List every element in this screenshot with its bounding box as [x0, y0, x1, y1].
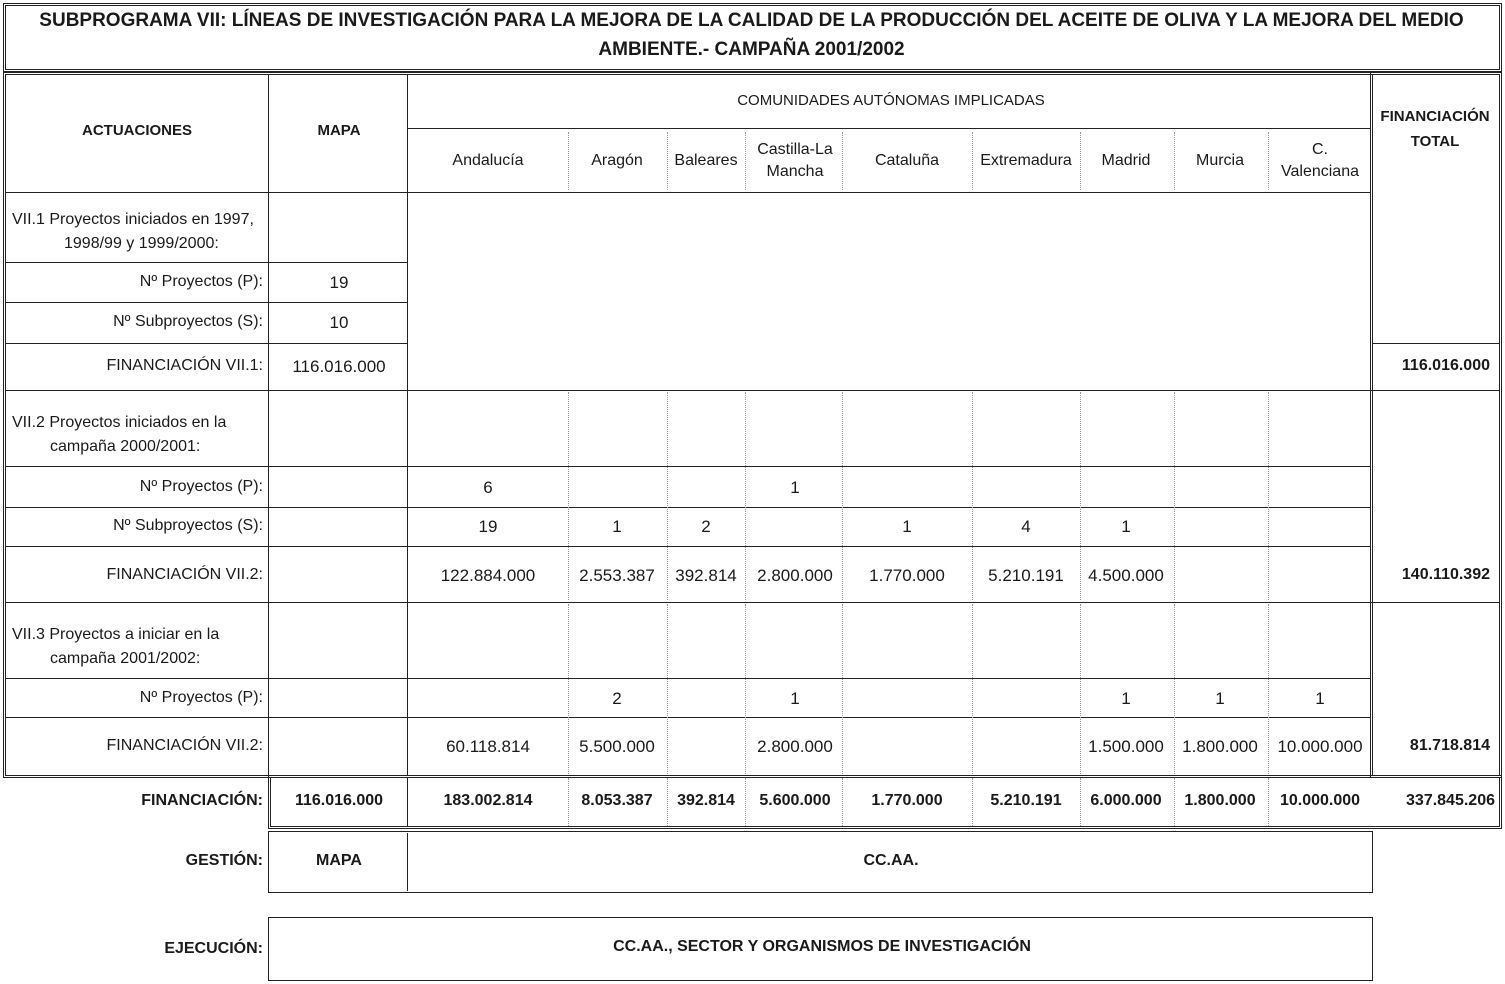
region-value: 1 [1121, 689, 1131, 708]
gestion-mapa: MAPA [316, 852, 362, 869]
grid-line [1372, 343, 1500, 344]
section-label: VII.1 Proyectos iniciados en 1997, [12, 211, 254, 228]
grid-line [1174, 392, 1175, 600]
grid-line [5, 302, 408, 303]
grid-line [1080, 778, 1081, 826]
row-label: Nº Subproyectos (S): [113, 313, 263, 330]
ejecucion-value: CC.AA., SECTOR Y ORGANISMOS DE INVESTIGACIÓN [613, 938, 1031, 955]
grid-line [1268, 392, 1269, 600]
region-value: 1.770.000 [869, 566, 945, 585]
grid-line [972, 604, 973, 774]
header-comunidades: COMUNIDADES AUTÓNOMAS IMPLICADAS [737, 92, 1045, 109]
grid-line [972, 392, 973, 600]
total-value: 81.718.814 [1409, 737, 1490, 754]
region-header: Castilla-La [757, 141, 833, 158]
grid-line [667, 392, 668, 600]
grid-line [842, 604, 843, 774]
region-header: Aragón [591, 152, 643, 169]
mapa-value: 116.016.000 [292, 357, 386, 376]
region-header: Valenciana [1281, 163, 1359, 180]
main-table-frame [3, 72, 1502, 778]
region-value: 60.118.814 [446, 737, 530, 756]
grid-line [5, 192, 1371, 193]
mapa-value: 19 [329, 273, 349, 292]
region-header: Andalucía [452, 152, 524, 169]
section-label: campaña 2001/2002: [50, 650, 201, 667]
totals-region-value: 5.600.000 [759, 792, 831, 809]
region-value: 1 [612, 517, 622, 536]
grid-line [1268, 132, 1269, 190]
section-label: VII.3 Proyectos a iniciar en la [12, 626, 220, 643]
region-value: 2.800.000 [757, 737, 833, 756]
region-value: 19 [478, 517, 498, 536]
region-value: 1 [1215, 689, 1225, 708]
totals-region-value: 6.000.000 [1090, 792, 1162, 809]
header-actuaciones: ACTUACIONES [81, 122, 193, 139]
grid-line [1080, 392, 1081, 600]
grid-line [5, 262, 408, 263]
totals-region-value: 392.814 [677, 792, 735, 809]
grid-line [745, 778, 746, 826]
grid-line [407, 833, 408, 891]
total-value: 140.110.392 [1401, 566, 1490, 583]
totals-mapa: 116.016.000 [294, 792, 384, 809]
region-value: 5.210.191 [988, 566, 1064, 585]
section-label: VII.2 Proyectos iniciados en la [12, 414, 227, 431]
grid-line [5, 466, 1371, 467]
grid-line [5, 390, 1500, 391]
section-label: 1998/99 y 1999/2000: [64, 235, 219, 252]
region-value: 1 [1121, 517, 1131, 536]
grid-line [1080, 604, 1081, 774]
totals-region-value: 1.800.000 [1184, 792, 1256, 809]
total-column-frame [1370, 72, 1502, 778]
totals-region-value: 5.210.191 [990, 792, 1062, 809]
region-value: 2.553.387 [579, 566, 655, 585]
grid-line [1174, 132, 1175, 190]
row-label: FINANCIACIÓN VII.1: [106, 357, 263, 374]
grid-line [1080, 132, 1081, 190]
grid-line [667, 778, 668, 826]
region-header: Mancha [766, 163, 824, 180]
grid-line [1268, 778, 1269, 826]
grid-line [5, 678, 1371, 679]
region-value: 5.500.000 [579, 737, 655, 756]
region-value: 392.814 [675, 566, 737, 585]
totals-label: FINANCIACIÓN: [141, 792, 263, 809]
grid-line [568, 132, 569, 190]
totals-region-value: 183.002.814 [443, 792, 533, 809]
grid-line [972, 778, 973, 826]
region-value: 2.800.000 [757, 566, 833, 585]
region-header: Madrid [1101, 152, 1151, 169]
grid-line [268, 74, 269, 776]
grid-line [1268, 604, 1269, 774]
region-value: 1.800.000 [1182, 737, 1258, 756]
grid-line [407, 777, 408, 827]
total-value: 116.016.000 [1401, 357, 1490, 374]
mapa-value: 10 [329, 313, 349, 332]
grid-line [972, 132, 973, 190]
page-title: SUBPROGRAMA VII: LÍNEAS DE INVESTIGACIÓN PARA LA MEJORA DE LA CALIDAD DE LA PRODUCCIÓN DEL ACEITE DE OLIVA Y LA MEJORA DEL MEDIO AMBIENTE.- CAMPAÑA 2001/2002 [39, 10, 1464, 60]
grid-line [407, 128, 1371, 129]
region-header: Extremadura [980, 152, 1072, 169]
region-value: 2 [612, 689, 622, 708]
region-header: Cataluña [874, 152, 940, 169]
gestion-label: GESTIÓN: [185, 852, 263, 869]
row-label: Nº Proyectos (P): [139, 689, 263, 706]
region-header: Murcia [1195, 152, 1245, 169]
region-value: 1 [1315, 689, 1325, 708]
region-value: 6 [483, 478, 493, 497]
region-value: 10.000.000 [1277, 737, 1363, 756]
section-label: campaña 2000/2001: [50, 438, 201, 455]
grid-line [5, 546, 1371, 547]
region-value: 1.500.000 [1088, 737, 1164, 756]
totals-region-value: 8.053.387 [581, 792, 653, 809]
grid-line [842, 132, 843, 190]
region-header: C. [1312, 141, 1328, 158]
region-value: 2 [701, 517, 711, 536]
grid-line [568, 778, 569, 826]
grid-line [667, 132, 668, 190]
grid-line [842, 392, 843, 600]
totals-region-value: 1.770.000 [871, 792, 943, 809]
grid-line [568, 392, 569, 600]
totals-region-value: 10.000.000 [1279, 792, 1361, 809]
region-value: 4 [1021, 517, 1031, 536]
header-mapa: MAPA [317, 122, 361, 139]
row-label: Nº Subproyectos (S): [113, 517, 263, 534]
region-value: 4.500.000 [1088, 566, 1164, 585]
grid-line [667, 604, 668, 774]
row-label: FINANCIACIÓN VII.2: [106, 566, 263, 583]
row-label: Nº Proyectos (P): [139, 478, 263, 495]
grid-line [5, 343, 408, 344]
row-label: FINANCIACIÓN VII.2: [106, 737, 263, 754]
grid-line [568, 604, 569, 774]
gestion-box [268, 831, 1373, 893]
ejecucion-label: EJECUCIÓN: [164, 940, 263, 957]
grid-line [5, 507, 1371, 508]
totals-grand-total: 337.845.206 [1406, 792, 1495, 809]
region-value: 1 [790, 478, 800, 497]
grid-line [5, 602, 1500, 603]
grid-line [745, 392, 746, 600]
grid-line [745, 132, 746, 190]
grid-line [1174, 604, 1175, 774]
grid-line [745, 604, 746, 774]
gestion-ccaa: CC.AA. [863, 852, 919, 869]
grid-line [407, 74, 408, 776]
region-value: 1 [790, 689, 800, 708]
region-value: 122.884.000 [440, 566, 536, 585]
row-label: Nº Proyectos (P): [139, 273, 263, 290]
grid-line [5, 717, 1371, 718]
grid-line [842, 778, 843, 826]
header-financiacion: FINANCIACIÓN [1380, 108, 1490, 125]
header-total: TOTAL [1410, 133, 1460, 150]
grid-line [1174, 778, 1175, 826]
region-header: Baleares [674, 152, 738, 169]
region-value: 1 [902, 517, 912, 536]
